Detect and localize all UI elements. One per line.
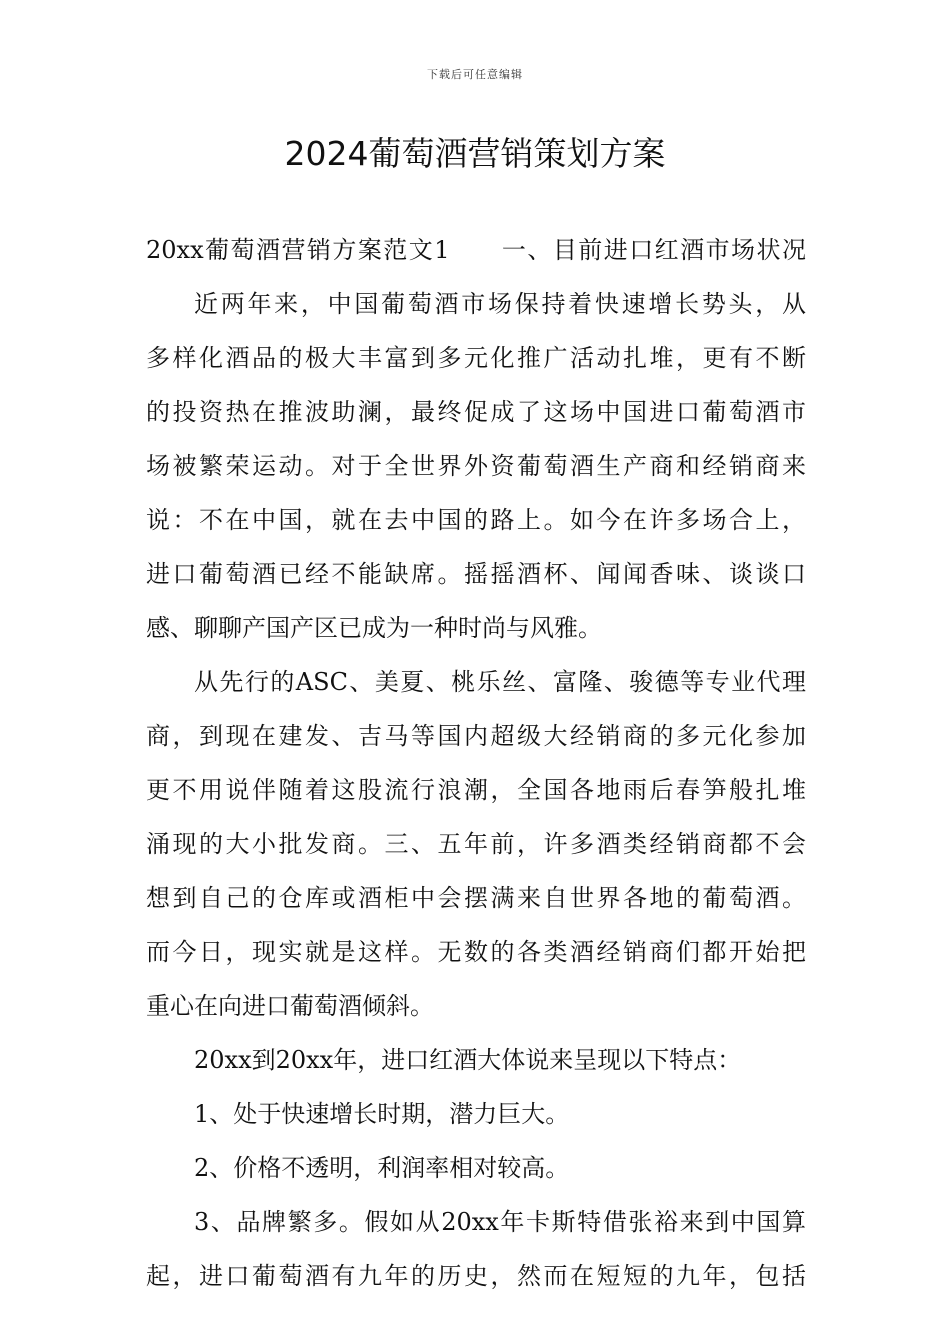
text-line: 进口葡萄酒已经不能缺席。摇摇酒杯、闻闻香味、谈谈口 — [146, 560, 806, 588]
document-body — [146, 230, 806, 1310]
text-line: 近两年来，中国葡萄酒市场保持着快速增长势头，从 — [194, 290, 806, 318]
text-line: 1、处于快速增长时期，潜力巨大。 — [194, 1100, 570, 1128]
text-line: 2、价格不透明，利润率相对较高。 — [194, 1154, 570, 1182]
text-line: 想到自己的仓库或酒柜中会摆满来自世界各地的葡萄酒。 — [146, 884, 806, 912]
text-line: 商，到现在建发、吉马等国内超级大经销商的多元化参加 — [146, 722, 806, 750]
text-line: 20xx葡萄酒营销方案范文1 一、目前进口红酒市场状况 — [146, 236, 806, 264]
text-line: 的投资热在推波助澜，最终促成了这场中国进口葡萄酒市 — [146, 398, 806, 426]
text-line: 重心在向进口葡萄酒倾斜。 — [146, 992, 434, 1020]
text-line: 说：不在中国，就在去中国的路上。如今在许多场合上， — [146, 506, 806, 534]
text-line: 场被繁荣运动。对于全世界外资葡萄酒生产商和经销商来 — [146, 452, 806, 480]
document-title: 2024葡萄酒营销策划方案 — [284, 134, 666, 173]
text-line: 感、聊聊产国产区已成为一种时尚与风雅。 — [146, 614, 602, 642]
text-line: 多样化酒品的极大丰富到多元化推广活动扎堆，更有不断 — [146, 344, 806, 372]
text-line: 涌现的大小批发商。三、五年前，许多酒类经销商都不会 — [146, 830, 806, 858]
text-line: 从先行的ASC、美夏、桃乐丝、富隆、骏德等专业代理 — [194, 668, 806, 696]
header-note: 下载后可任意编辑 — [427, 68, 523, 81]
text-line: 而今日，现实就是这样。无数的各类酒经销商们都开始把 — [146, 938, 806, 966]
text-line: 起，进口葡萄酒有九年的历史，然而在短短的九年，包括 — [146, 1262, 806, 1290]
text-line: 更不用说伴随着这股流行浪潮，全国各地雨后春笋般扎堆 — [146, 776, 806, 804]
text-line: 3、品牌繁多。假如从20xx年卡斯特借张裕来到中国算 — [194, 1208, 806, 1236]
text-line: 20xx到20xx年，进口红酒大体说来呈现以下特点： — [194, 1046, 742, 1074]
